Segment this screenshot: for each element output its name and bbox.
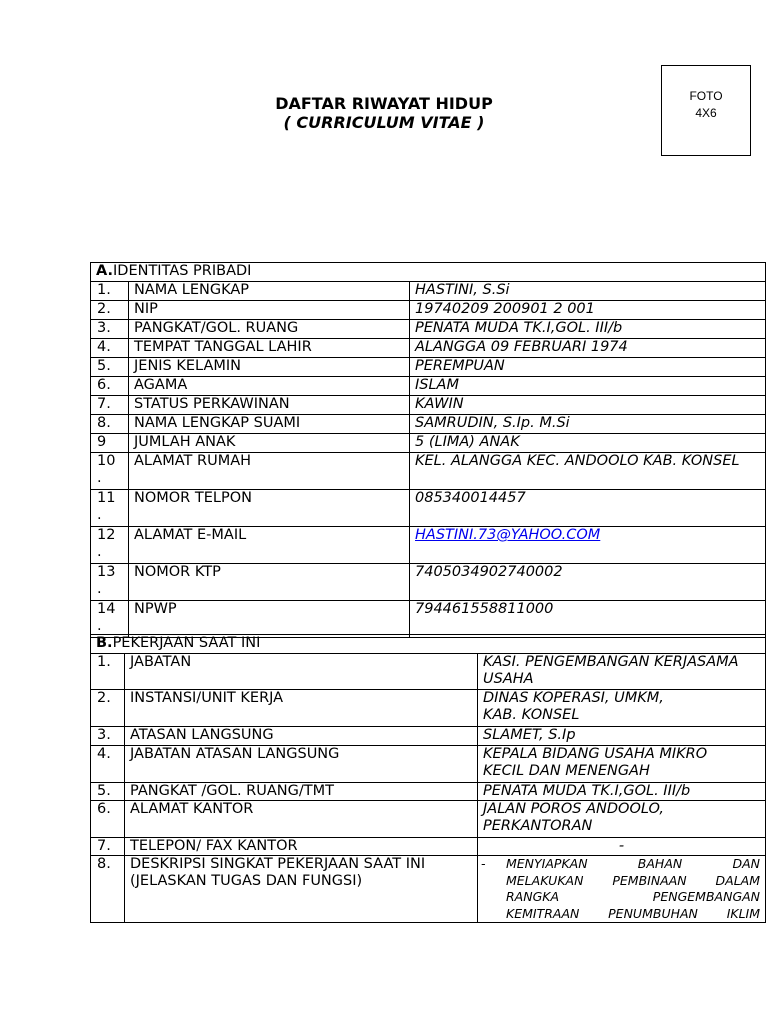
row-number: 4. xyxy=(91,746,125,783)
row-number: 13 . xyxy=(91,564,129,601)
row-number: 2. xyxy=(91,690,125,727)
row-label: DESKRIPSI SINGKAT PEKERJAAN SAAT INI (JELASKAN TUGAS DAN FUNGSI) xyxy=(125,856,478,923)
row-number: 3. xyxy=(91,320,129,339)
table-row xyxy=(91,727,766,746)
document-title-block xyxy=(234,94,534,132)
row-value: HASTINI, S.Si xyxy=(410,282,766,301)
document-title: DAFTAR RIWAYAT HIDUP xyxy=(275,94,493,113)
current-job-table xyxy=(90,634,766,923)
table-row xyxy=(91,320,766,339)
row-number: 6. xyxy=(91,377,129,396)
row-label: PANGKAT/GOL. RUANG xyxy=(129,320,410,339)
row-label: STATUS PERKAWINAN xyxy=(129,396,410,415)
row-number: 12 . xyxy=(91,527,129,564)
row-value: PENATA MUDA TK.I,GOL. III/b xyxy=(410,320,766,339)
row-label: ALAMAT E-MAIL xyxy=(129,527,410,564)
row-label: PANGKAT /GOL. RUANG/TMT xyxy=(125,783,478,801)
row-value: KASI. PENGEMBANGAN KERJASAMA USAHA xyxy=(478,654,766,690)
row-value: PENATA MUDA TK.I,GOL. III/b xyxy=(478,783,766,801)
row-label: AGAMA xyxy=(129,377,410,396)
row-number: 7. xyxy=(91,838,125,856)
section-a-heading: A.IDENTITAS PRIBADI xyxy=(91,263,766,282)
row-label: JUMLAH ANAK xyxy=(129,434,410,453)
table-row xyxy=(91,434,766,453)
row-label: NAMA LENGKAP SUAMI xyxy=(129,415,410,434)
row-number: 14 . xyxy=(91,601,129,638)
row-label: TELEPON/ FAX KANTOR xyxy=(125,838,478,856)
row-label: ATASAN LANGSUNG xyxy=(125,727,478,746)
row-number: 9 xyxy=(91,434,129,453)
row-label: NIP xyxy=(129,301,410,320)
row-label: INSTANSI/UNIT KERJA xyxy=(125,690,478,727)
table-row xyxy=(91,377,766,396)
row-value: 085340014457 xyxy=(410,490,766,527)
row-value: JALAN POROS ANDOOLO, PERKANTORAN xyxy=(478,801,766,838)
row-value: DINAS KOPERASI, UMKM, KAB. KONSEL xyxy=(478,690,766,727)
row-number: 2. xyxy=(91,301,129,320)
table-row xyxy=(91,490,766,527)
table-row xyxy=(91,453,766,490)
row-number: 8. xyxy=(91,856,125,923)
row-value: ISLAM xyxy=(410,377,766,396)
row-value: - xyxy=(478,838,766,856)
row-label: NOMOR KTP xyxy=(129,564,410,601)
personal-identity-table xyxy=(90,262,766,638)
table-row xyxy=(91,564,766,601)
row-number: 8. xyxy=(91,415,129,434)
row-value: 19740209 200901 2 001 xyxy=(410,301,766,320)
row-value: KEL. ALANGGA KEC. ANDOOLO KAB. KONSEL xyxy=(410,453,766,490)
row-number: 3. xyxy=(91,727,125,746)
table-row xyxy=(91,301,766,320)
row-label: ALAMAT RUMAH xyxy=(129,453,410,490)
job-description: - MENYIAPKAN BAHAN DAN MELAKUKAN PEMBINAAN DALAM RANGKA PENGEMBANGAN KEMITRAAN PENUMBUHAN IKLIM xyxy=(478,856,766,923)
row-label: JABATAN xyxy=(125,654,478,690)
document-subtitle: ( CURRICULUM VITAE ) xyxy=(283,113,485,132)
row-number: 5. xyxy=(91,358,129,377)
table-row xyxy=(91,690,766,727)
row-value: PEREMPUAN xyxy=(410,358,766,377)
row-label: NPWP xyxy=(129,601,410,638)
row-label: JENIS KELAMIN xyxy=(129,358,410,377)
row-number: 4. xyxy=(91,339,129,358)
row-number: 1. xyxy=(91,282,129,301)
table-row xyxy=(91,396,766,415)
row-value: 5 (LIMA) ANAK xyxy=(410,434,766,453)
row-label: NAMA LENGKAP xyxy=(129,282,410,301)
row-number: 10 . xyxy=(91,453,129,490)
email-link[interactable]: HASTINI.73@YAHOO.COM xyxy=(415,527,601,543)
table-row xyxy=(91,415,766,434)
photo-label: FOTO xyxy=(689,89,723,103)
row-label: JABATAN ATASAN LANGSUNG xyxy=(125,746,478,783)
table-row xyxy=(91,339,766,358)
table-row xyxy=(91,838,766,856)
row-value: KEPALA BIDANG USAHA MIKRO KECIL DAN MENENGAH xyxy=(478,746,766,783)
table-row xyxy=(91,654,766,690)
photo-placeholder xyxy=(661,65,751,156)
row-label: NOMOR TELPON xyxy=(129,490,410,527)
row-value xyxy=(410,527,766,564)
row-value: 794461558811000 xyxy=(410,601,766,638)
table-row xyxy=(91,746,766,783)
row-value: KAWIN xyxy=(410,396,766,415)
row-value: 7405034902740002 xyxy=(410,564,766,601)
row-value: SAMRUDIN, S.Ip. M.Si xyxy=(410,415,766,434)
row-number: 5. xyxy=(91,783,125,801)
section-b-heading: B.PEKERJAAN SAAT INI xyxy=(91,635,766,654)
table-row xyxy=(91,856,766,923)
table-row xyxy=(91,527,766,564)
table-row xyxy=(91,801,766,838)
table-row xyxy=(91,358,766,377)
photo-size: 4X6 xyxy=(695,106,717,120)
row-number: 11 . xyxy=(91,490,129,527)
table-row xyxy=(91,783,766,801)
row-number: 6. xyxy=(91,801,125,838)
row-label: ALAMAT KANTOR xyxy=(125,801,478,838)
row-number: 7. xyxy=(91,396,129,415)
table-row xyxy=(91,282,766,301)
row-value: ALANGGA 09 FEBRUARI 1974 xyxy=(410,339,766,358)
row-number: 1. xyxy=(91,654,125,690)
row-value: SLAMET, S.Ip xyxy=(478,727,766,746)
bullet-dash: - xyxy=(481,856,486,871)
table-row xyxy=(91,601,766,638)
row-label: TEMPAT TANGGAL LAHIR xyxy=(129,339,410,358)
